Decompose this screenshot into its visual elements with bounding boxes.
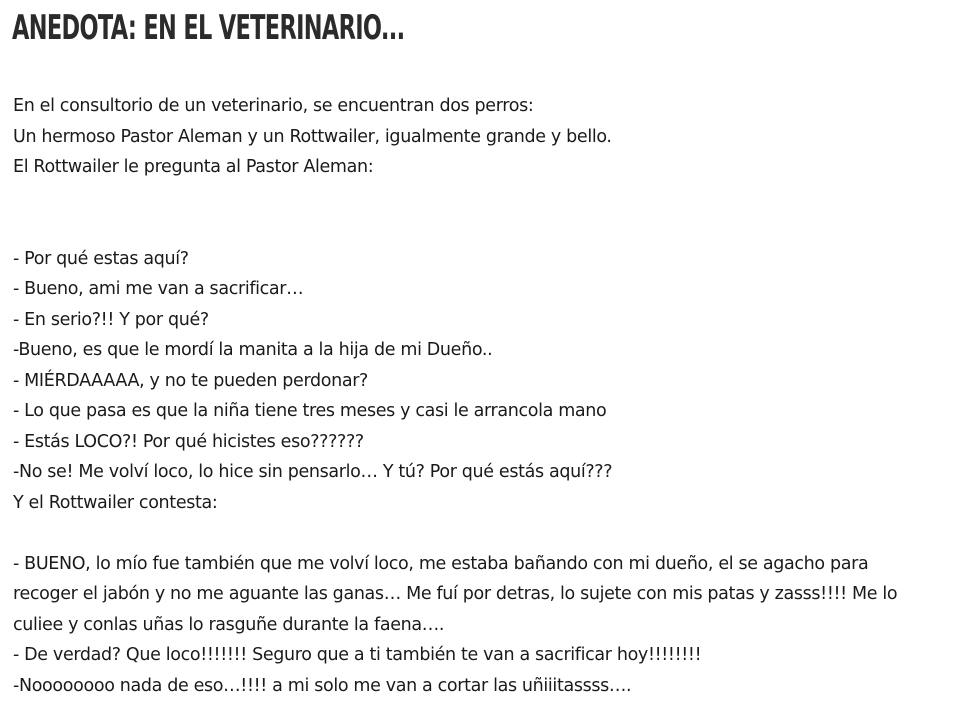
paragraph-spacer: [13, 518, 973, 549]
ending-line: culiee y conlas uñas lo rasguñe durante la faena….: [13, 610, 973, 641]
ending-line: recoger el jabón y no me aguante las ganas… Me fuí por detras, lo sujete con mis patas y zasss!!!! Me lo: [13, 579, 973, 610]
page-title: ANEDOTA: EN EL VETERINARIO...: [12, 4, 404, 52]
intro-line: Un hermoso Pastor Aleman y un Rottwailer, igualmente grande y bello.: [13, 122, 973, 153]
dialogue-line: - MIÉRDAAAAA, y no te pueden perdonar?: [13, 366, 973, 397]
dialogue-line: - Por qué estas aquí?: [13, 244, 973, 275]
dialogue-line: -No se! Me volví loco, lo hice sin pensarlo… Y tú? Por qué estás aquí???: [13, 457, 973, 488]
dialogue-line: - Bueno, ami me van a sacrificar…: [13, 274, 973, 305]
dialogue-line: Y el Rottwailer contesta:: [13, 488, 973, 519]
dialogue-line: -Bueno, es que le mordí la manita a la hija de mi Dueño..: [13, 335, 973, 366]
ending-line: - De verdad? Que loco!!!!!!! Seguro que a ti también te van a sacrificar hoy!!!!!!!!: [13, 640, 973, 671]
dialogue-line: - En serio?!! Y por qué?: [13, 305, 973, 336]
intro-line: El Rottwailer le pregunta al Pastor Aleman:: [13, 152, 973, 183]
paragraph-spacer: [13, 213, 973, 244]
dialogue-line: - Lo que pasa es que la niña tiene tres meses y casi le arrancola mano: [13, 396, 973, 427]
dialogue-line: - Estás LOCO?! Por qué hicistes eso??????: [13, 427, 973, 458]
paragraph-spacer: [13, 183, 973, 214]
intro-line: En el consultorio de un veterinario, se encuentran dos perros:: [13, 91, 973, 122]
ending-line: -Noooooooo nada de eso…!!!! a mi solo me van a cortar las uñiiitassss….: [13, 671, 973, 701]
article-body: [13, 91, 973, 701]
ending-line: - BUENO, lo mío fue también que me volví loco, me estaba bañando con mi dueño, el se agacho para: [13, 549, 973, 580]
